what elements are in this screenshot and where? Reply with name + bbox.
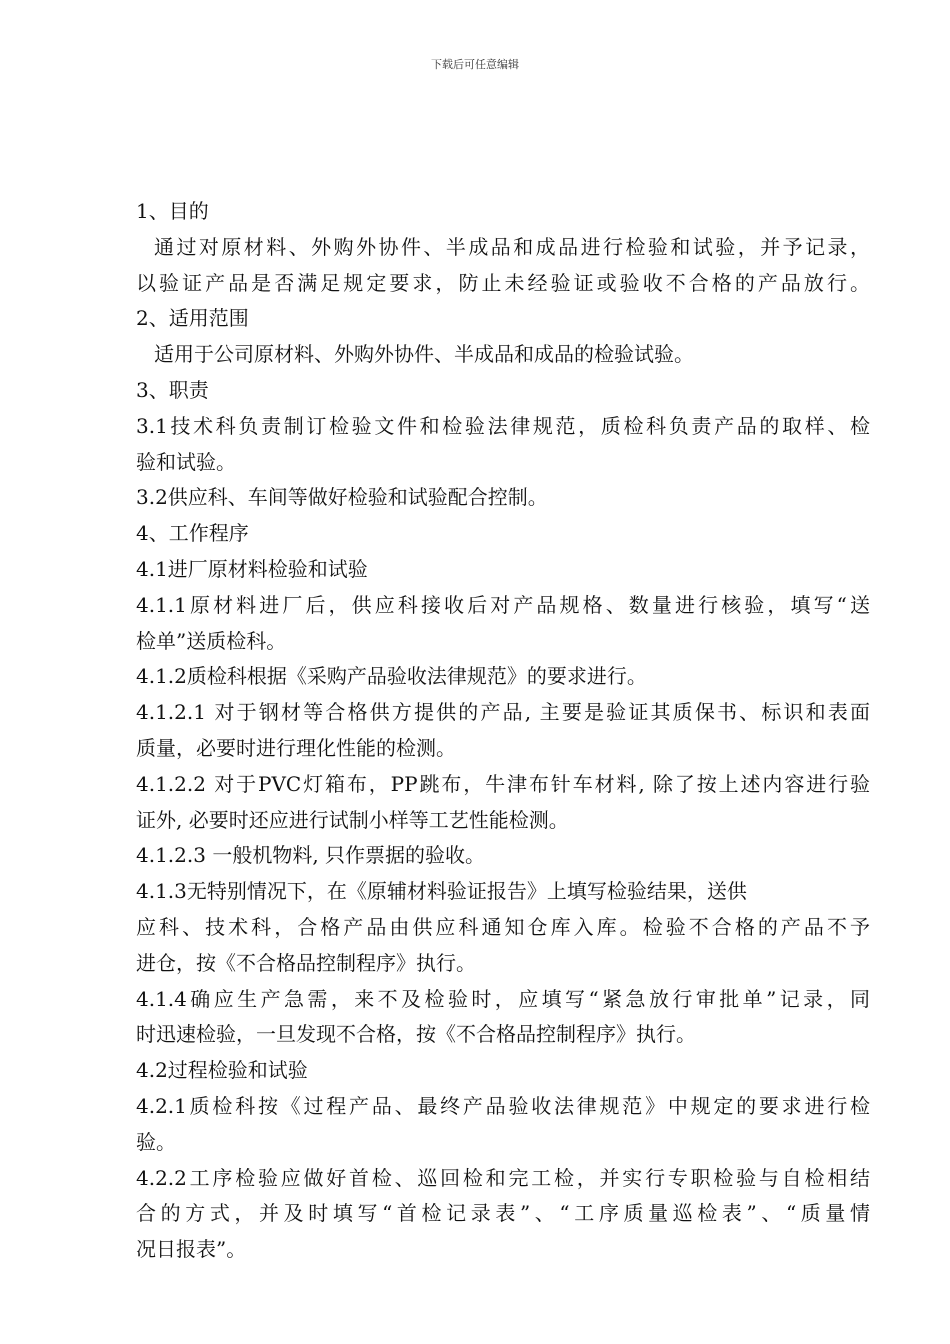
document-line: 4.2过程检验和试验 [136,1058,308,1083]
document-line: 4.1.3无特别情况下，在《原辅材料验证报告》上填写检验结果，送供 [136,879,747,904]
document-line: 3、职责 [136,377,209,402]
document-line: 4.2.1质检科按《过程产品、最终产品验收法律规范》中规定的要求进行检 [136,1093,870,1118]
document-line: 3.2供应科、车间等做好检验和试验配合控制。 [136,485,548,510]
document-line: 4.1.4确应生产急需，来不及检验时，应填写“紧急放行审批单”记录，同 [136,986,870,1011]
document-line: 4.1.1原材料进厂后，供应科接收后对产品规格、数量进行核验，填写“送 [136,592,870,617]
document-line: 检单”送质检科。 [136,628,287,653]
document-line: 质量，必要时进行理化性能的检测。 [136,735,456,760]
document-line: 4.2.2工序检验应做好首检、巡回检和完工检，并实行专职检验与自检相结 [136,1165,870,1190]
document-line: 3.1技术科负责制订检验文件和检验法律规范，质检科负责产品的取样、检 [136,413,870,438]
document-line: 4.1.2.2 对于PVC灯箱布，PP跳布，牛津布针车材料, 除了按上述内容进行验 [136,771,870,796]
document-line: 4.1.2.3 一般机物料, 只作票据的验收。 [136,843,486,868]
document-line: 4、工作程序 [136,521,249,546]
document-line: 2、适用范围 [136,306,249,331]
document-line: 4.1.2质检科根据《采购产品验收法律规范》的要求进行。 [136,664,647,689]
document-line: 以验证产品是否满足规定要求，防止未经验证或验收不合格的产品放行。 [136,270,870,295]
document-body [136,194,870,1268]
document-line: 验。 [136,1129,176,1154]
document-line: 应科、技术科，合格产品由供应科通知仓库入库。检验不合格的产品不予 [136,914,870,939]
header-text: 下载后可任意编辑 [431,58,519,71]
document-line: 验和试验。 [136,449,236,474]
document-line: 合的方式，并及时填写“首检记录表”、“工序质量巡检表”、“质量情 [136,1201,870,1226]
document-line: 通过对原材料、外购外协件、半成品和成品进行检验和试验，并予记录， [154,234,870,259]
document-line: 适用于公司原材料、外购外协件、半成品和成品的检验试验。 [154,342,694,367]
page-header [0,57,950,73]
document-line: 况日报表”。 [136,1237,247,1262]
document-line: 时迅速检验，一旦发现不合格，按《不合格品控制程序》执行。 [136,1022,696,1047]
document-line: 4.1.2.1 对于钢材等合格供方提供的产品, 主要是验证其质保书、标识和表面 [136,700,870,725]
document-line: 证外, 必要时还应进行试制小样等工艺性能检测。 [136,807,569,832]
document-line: 进仓，按《不合格品控制程序》执行。 [136,950,476,975]
document-line: 4.1进厂原材料检验和试验 [136,556,368,581]
document-line: 1、目的 [136,199,209,223]
